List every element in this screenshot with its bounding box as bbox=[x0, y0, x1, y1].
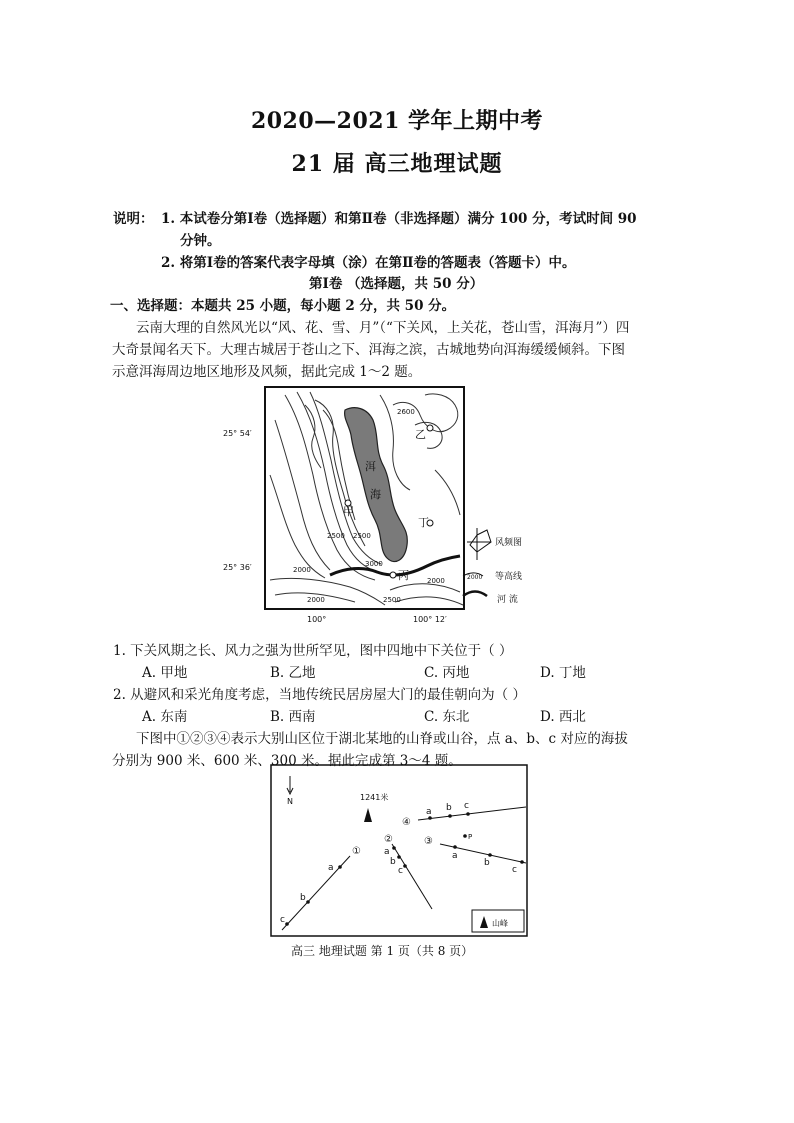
latitude-bottom: 25° 36′ bbox=[223, 563, 252, 572]
place-bing-marker bbox=[390, 572, 396, 578]
line4-b: b bbox=[446, 803, 452, 813]
line4-a: a bbox=[426, 807, 432, 817]
line2-b: b bbox=[390, 857, 396, 867]
passage2-line2: 分别为 900 米、600 米、300 米。据此完成第 3～4 题。 bbox=[112, 753, 462, 769]
circle-1-label: ① bbox=[352, 846, 361, 857]
passage1-line2: 大奇景闻名天下。大理古城居于苍山之下、洱海之滨，古城地势向洱海缓缓倾斜。下图 bbox=[112, 342, 625, 358]
place-yi-marker bbox=[427, 425, 433, 431]
contour-label: 2000 bbox=[307, 596, 325, 604]
notes-item1-line2: 分钟。 bbox=[180, 233, 221, 249]
place-bing-label: 丙 bbox=[398, 569, 409, 582]
q1-option-c[interactable]: C. 丙地 bbox=[424, 665, 470, 681]
legend-peak-label: 山峰 bbox=[492, 919, 508, 928]
passage1-line1: 云南大理的自然风光以“风、花、雪、月”（“下关风，上关花，苍山雪，洱海月”）四 bbox=[136, 320, 630, 336]
notes-item1-line1: 1. 本试卷分第Ⅰ卷（选择题）和第Ⅱ卷（非选择题）满分 100 分，考试时间 90 bbox=[161, 211, 637, 227]
q1-option-b[interactable]: B. 乙地 bbox=[270, 665, 316, 681]
question-1: 1. 下关风期之长、风力之强为世所罕见，图中四地中下关位于（ ） bbox=[113, 643, 513, 659]
legend-river-label: 河 流 bbox=[497, 595, 518, 605]
notes-item2: 2. 将第Ⅰ卷的答案代表字母填（涂）在第Ⅱ卷的答题表（答题卡）中。 bbox=[161, 255, 576, 271]
line-2 bbox=[392, 844, 432, 909]
passage2-line1: 下图中①②③④表示大别山区位于湖北某地的山脊或山谷，点 a、b、c 对应的海拔 bbox=[136, 731, 628, 747]
longitude-left: 100° bbox=[307, 615, 327, 624]
point-p-label: P bbox=[468, 833, 473, 841]
line2-c: c bbox=[398, 866, 403, 876]
legend-contour-value: 2000 bbox=[467, 574, 483, 581]
part-title: 第Ⅰ卷 （选择题，共 50 分） bbox=[309, 276, 484, 292]
notes-label: 说明： bbox=[113, 211, 154, 227]
line3-c: c bbox=[512, 865, 517, 875]
legend-wind-label: 风频图 bbox=[495, 538, 523, 548]
q2-option-b[interactable]: B. 西南 bbox=[270, 709, 316, 725]
circle-3-label: ③ bbox=[424, 836, 433, 847]
peak-height: 1241米 bbox=[360, 793, 389, 802]
longitude-right: 100° 12′ bbox=[413, 615, 447, 624]
contour-label: 2000 bbox=[293, 566, 311, 574]
q1-option-a[interactable]: A. 甲地 bbox=[142, 665, 188, 681]
q2-option-a[interactable]: A. 东南 bbox=[142, 709, 188, 725]
q2-option-c[interactable]: C. 东北 bbox=[424, 709, 470, 725]
north-label: N bbox=[287, 797, 293, 806]
contour-label: 2000 bbox=[427, 577, 445, 585]
legend-river-icon bbox=[463, 592, 487, 597]
peak-icon bbox=[364, 808, 372, 822]
passage1-line3: 示意洱海周边地区地形及风频，据此完成 1～2 题。 bbox=[112, 364, 422, 380]
place-jia-label: 甲 bbox=[343, 505, 354, 518]
section-heading: 一、选择题：本题共 25 小题，每小题 2 分，共 50 分。 bbox=[110, 298, 456, 314]
line4-c: c bbox=[464, 801, 469, 811]
q2-option-d[interactable]: D. 西北 bbox=[540, 709, 586, 725]
wind-rose-icon bbox=[467, 528, 491, 560]
line1-a: a bbox=[328, 863, 334, 873]
page-footer: 高三 地理试题 第 1 页（共 8 页） bbox=[291, 944, 474, 958]
line-4 bbox=[418, 807, 526, 820]
line3-a: a bbox=[452, 851, 458, 861]
line1-b: b bbox=[300, 893, 306, 903]
legend-contour-label: 等高线 bbox=[495, 572, 523, 582]
lake-label-2: 海 bbox=[370, 488, 381, 501]
exam-title-line2: 21 届 高三地理试题 bbox=[291, 151, 503, 177]
latitude-top: 25° 54′ bbox=[223, 429, 252, 438]
contour-label: 2600 bbox=[397, 408, 415, 416]
question-2: 2. 从避风和采光角度考虑，当地传统民居房屋大门的最佳朝向为（ ） bbox=[113, 687, 526, 703]
place-ding-label: 丁 bbox=[418, 516, 429, 529]
contour-label: 3000 bbox=[365, 560, 383, 568]
exam-title-line1: 2020—2021 学年上期中考 bbox=[250, 108, 544, 134]
circle-2-label: ② bbox=[384, 834, 393, 845]
contour-label: 2500 bbox=[383, 596, 401, 604]
place-yi-label: 乙 bbox=[415, 428, 426, 441]
circle-4-label: ④ bbox=[402, 817, 411, 828]
line2-a: a bbox=[384, 847, 390, 857]
contour-label: 2500 bbox=[327, 532, 345, 540]
lake-label-1: 洱 bbox=[365, 460, 376, 473]
q1-option-d[interactable]: D. 丁地 bbox=[540, 665, 586, 681]
erhai-terrain-map bbox=[215, 380, 555, 630]
ridge-valley-diagram bbox=[270, 764, 530, 940]
line3-b: b bbox=[484, 858, 490, 868]
point-p-marker bbox=[463, 834, 467, 838]
line1-c: c bbox=[280, 915, 285, 925]
contour-label: 2500 bbox=[353, 532, 371, 540]
